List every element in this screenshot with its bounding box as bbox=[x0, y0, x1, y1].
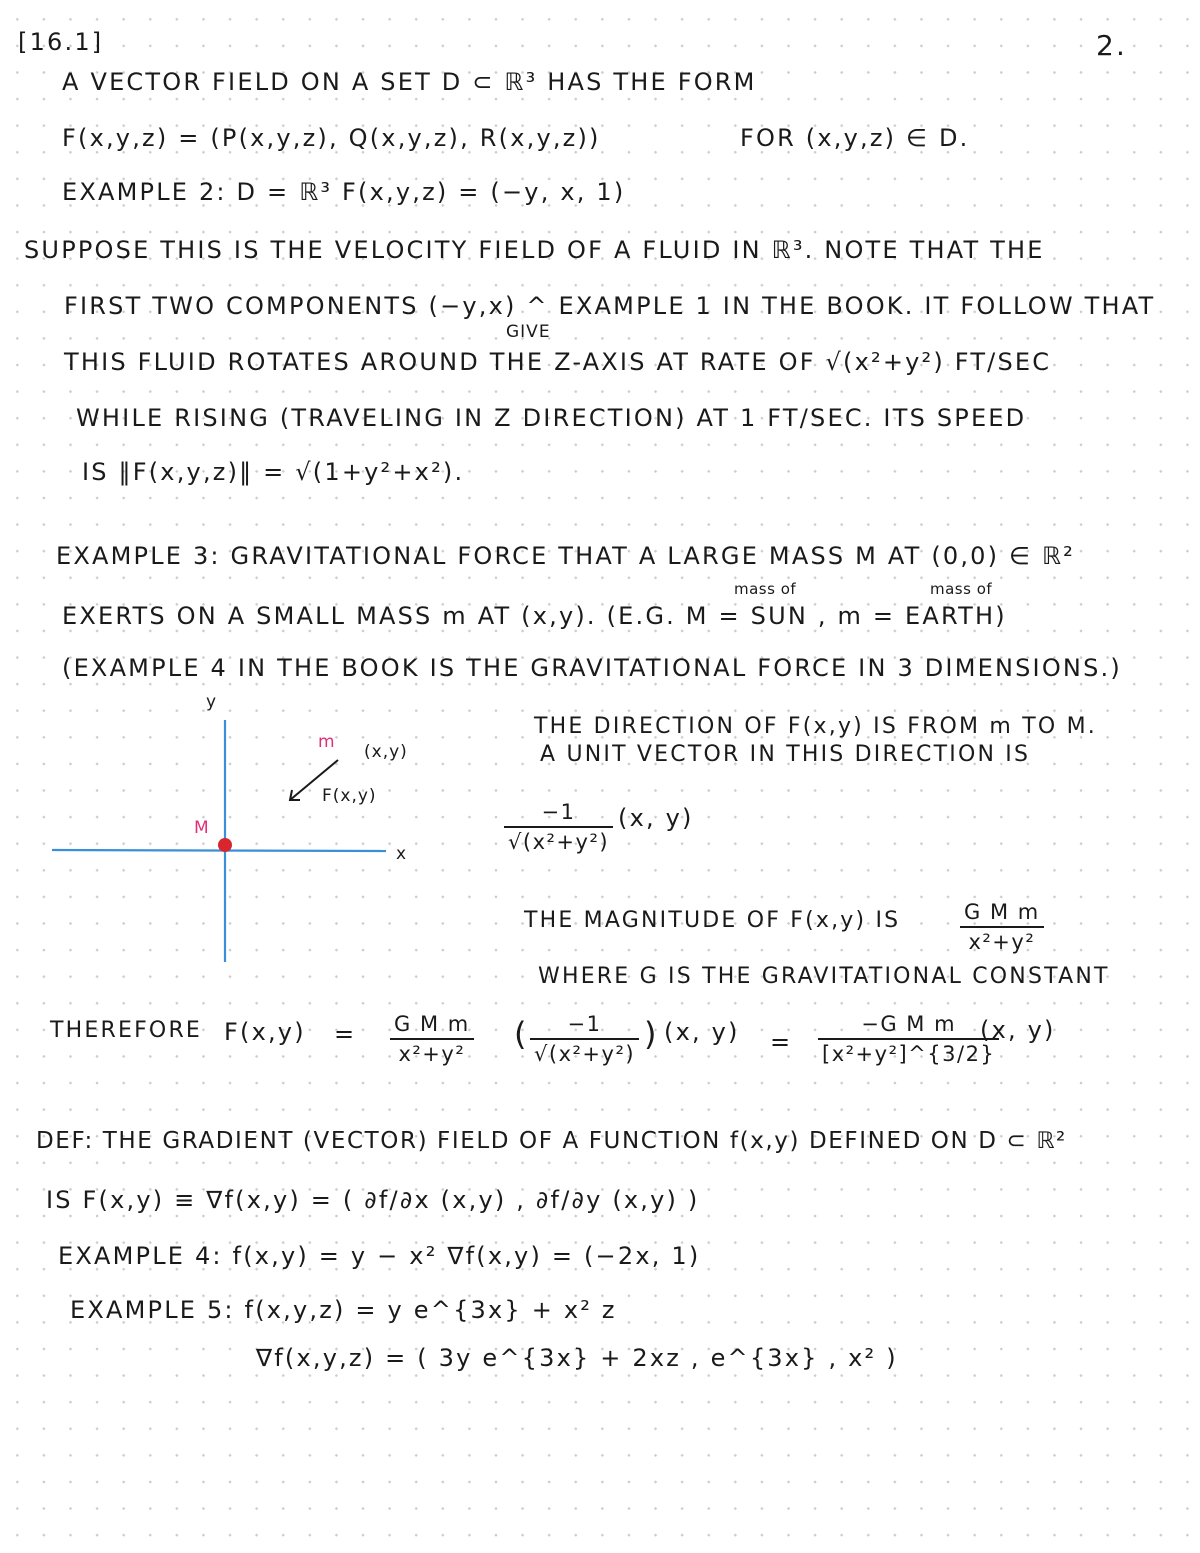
force-lhs: F(x,y) bbox=[224, 1018, 306, 1046]
force-fraction-2-numerator: −1 bbox=[530, 1012, 639, 1040]
example-3-note-earth: mass of bbox=[930, 580, 993, 598]
definition-line-1: DEF: THE GRADIENT (VECTOR) FIELD OF A FUNCTION f(x,y) DEFINED ON D ⊂ ℝ² bbox=[36, 1128, 1067, 1154]
magnitude-text: THE MAGNITUDE OF F(x,y) IS bbox=[524, 908, 901, 933]
definition-line-2: IS F(x,y) ≡ ∇f(x,y) = ( ∂f/∂x (x,y) , ∂f/∂y (x,y) ) bbox=[46, 1186, 700, 1214]
intro-line-1: A VECTOR FIELD ON A SET D ⊂ ℝ³ HAS THE FORM bbox=[62, 68, 757, 96]
force-fraction-3-numerator: −G M m bbox=[818, 1012, 999, 1040]
example-2-paragraph-2: FIRST TWO COMPONENTS (−y,x) ^ EXAMPLE 1 IN THE BOOK. IT FOLLOW THAT bbox=[64, 292, 1156, 320]
intro-domain: FOR (x,y,z) ∈ D. bbox=[740, 124, 970, 152]
force-fraction-2-denominator: √(x²+y²) bbox=[534, 1042, 636, 1066]
example-3-heading: EXAMPLE 3: GRAVITATIONAL FORCE THAT A LARGE MASS M AT (0,0) ∈ ℝ² bbox=[56, 542, 1076, 570]
example-5: EXAMPLE 5: f(x,y,z) = y e^{3x} + x² z bbox=[70, 1296, 617, 1324]
example-2-paragraph-5: IS ‖F(x,y,z)‖ = √(1+y²+x²). bbox=[82, 458, 465, 486]
graph-vector-label: F(x,y) bbox=[322, 786, 377, 806]
unit-vector-denominator: √(x²+y²) bbox=[508, 830, 610, 854]
graph-small-mass-label: m bbox=[318, 732, 336, 752]
example-2-paragraph-3: THIS FLUID ROTATES AROUND THE Z-AXIS AT RATE OF √(x²+y²) FT/SEC bbox=[64, 348, 1052, 376]
example-5-gradient: ∇f(x,y,z) = ( 3y e^{3x} + 2xz , e^{3x} , x² ) bbox=[256, 1344, 898, 1372]
page-number: 2. bbox=[1096, 29, 1128, 62]
example-3-note-sun: mass of bbox=[734, 580, 797, 598]
example-2-paragraph-1: SUPPOSE THIS IS THE VELOCITY FIELD OF A FLUID IN ℝ³. NOTE THAT THE bbox=[24, 236, 1045, 264]
example-3-line-3: (EXAMPLE 4 IN THE BOOK IS THE GRAVITATIONAL FORCE IN 3 DIMENSIONS.) bbox=[62, 654, 1122, 682]
force-fraction-3 bbox=[818, 1012, 999, 1066]
magnitude-numerator: G M m bbox=[960, 900, 1044, 928]
example-2-heading: EXAMPLE 2: D = ℝ³ F(x,y,z) = (−y, x, 1) bbox=[62, 178, 626, 206]
graph-x-label: x bbox=[396, 844, 408, 864]
origin-mass-dot bbox=[218, 838, 232, 852]
example-2-paragraph-4: WHILE RISING (TRAVELING IN Z DIRECTION) AT 1 FT/SEC. ITS SPEED bbox=[76, 404, 1027, 432]
direction-line-1: THE DIRECTION OF F(x,y) IS FROM m TO M. bbox=[534, 714, 1097, 739]
example-4: EXAMPLE 4: f(x,y) = y − x² ∇f(x,y) = (−2x, 1) bbox=[58, 1242, 701, 1270]
magnitude-fraction bbox=[960, 900, 1044, 954]
force-vector-xy: (x, y) bbox=[664, 1018, 740, 1046]
equals-sign-2: = bbox=[770, 1028, 793, 1056]
gravitational-constant-note: WHERE G IS THE GRAVITATIONAL CONSTANT bbox=[538, 964, 1110, 989]
force-fraction-1 bbox=[390, 1012, 474, 1066]
section-label: [16.1] bbox=[18, 28, 104, 56]
example-2-insert-word: GIVE bbox=[506, 322, 551, 342]
direction-line-2: A UNIT VECTOR IN THIS DIRECTION IS bbox=[540, 742, 1031, 767]
graph-point-label: (x,y) bbox=[364, 742, 408, 762]
intro-vector-field-form: F(x,y,z) = (P(x,y,z), Q(x,y,z), R(x,y,z)) bbox=[62, 124, 601, 152]
graph-y-label: y bbox=[206, 692, 218, 712]
force-fraction-3-denominator: [x²+y²]^{3/2} bbox=[822, 1042, 996, 1066]
example-3-line-2: EXERTS ON A SMALL MASS m AT (x,y). (E.G. M = SUN , m = EARTH) bbox=[62, 602, 1007, 630]
unit-vector-numerator: −1 bbox=[504, 800, 613, 828]
force-fraction-2 bbox=[530, 1012, 639, 1066]
therefore-label: THEREFORE bbox=[50, 1018, 203, 1043]
force-fraction-1-numerator: G M m bbox=[390, 1012, 474, 1040]
x-axis-line bbox=[52, 850, 386, 851]
equals-sign-1: = bbox=[334, 1020, 357, 1048]
force-fraction-1-denominator: x²+y² bbox=[398, 1042, 466, 1066]
graph-origin-mass-label: M bbox=[194, 818, 210, 838]
unit-vector-xy: (x, y) bbox=[618, 804, 694, 832]
paren-open-big: ( bbox=[514, 1015, 527, 1053]
paren-close-big: ) bbox=[644, 1015, 657, 1053]
force-vector-xy-2: (x, y) bbox=[980, 1016, 1056, 1044]
unit-vector-fraction bbox=[504, 800, 613, 854]
magnitude-denominator: x²+y² bbox=[968, 930, 1036, 954]
